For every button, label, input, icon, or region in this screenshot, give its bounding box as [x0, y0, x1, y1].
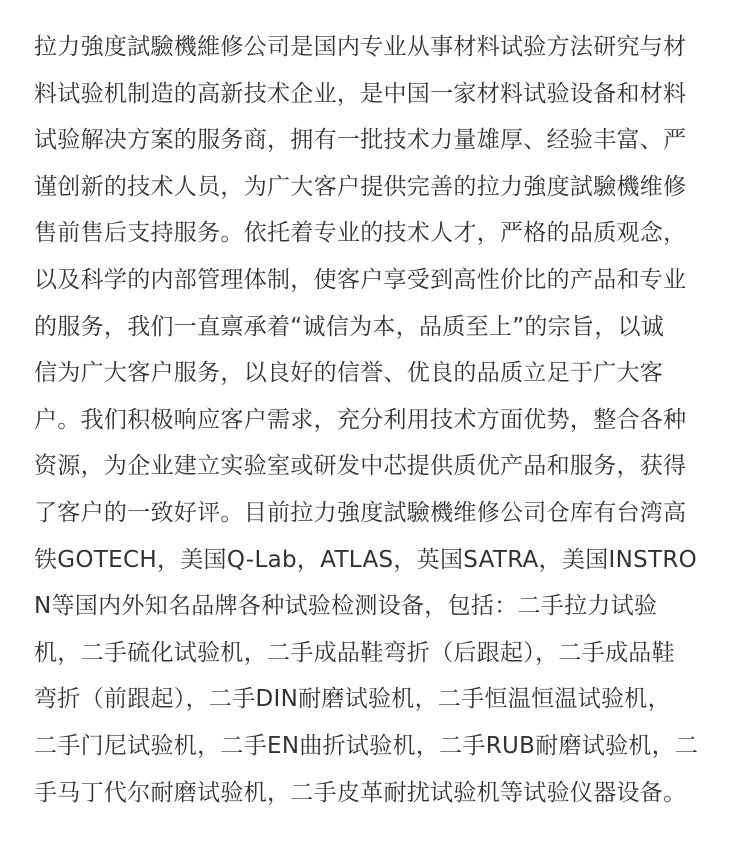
- text-line: 信为广大客户服务，以良好的信誉、优良的品质立足于广大客: [34, 360, 664, 387]
- text-line: 机，二手硫化试验机，二手成品鞋弯折（后跟起），二手成品鞋: [34, 639, 675, 666]
- text-line: 二手门尼试验机，二手EN曲折试验机，二手RUB耐磨试验机，二: [34, 732, 699, 759]
- text-line: 资源，为企业建立实验室或研发中芯提供质优产品和服务，获得: [34, 453, 687, 480]
- text-line: 铁GOTECH，美国Q-Lab，ATLAS，英国SATRA，美国INSTRO: [34, 546, 698, 573]
- text-line: 试验解决方案的服务商，拥有一批技术力量雄厚、经验丰富、严: [34, 127, 687, 154]
- text-line: 谨创新的技术人员，为广大客户提供完善的拉力強度試驗機维修: [34, 173, 687, 200]
- text-line: N等国内外知名品牌各种试验检测设备，包括：二手拉力试验: [34, 593, 658, 620]
- text-line: 户。我们积极响应客户需求，充分利用技术方面优势，整合各种: [34, 406, 687, 433]
- text-line: 拉力強度試驗機維修公司是国内专业从事材料试验方法研究与材: [34, 34, 687, 60]
- text-line: 弯折（前跟起），二手DIN耐磨试验机，二手恒温恒温试验机，: [34, 686, 671, 713]
- text-line: 以及科学的内部管理体制，使客户享受到高性价比的产品和专业: [34, 266, 687, 293]
- text-line: 的服务，我们一直禀承着“诚信为本，品质至上”的宗旨，以诚: [34, 313, 665, 340]
- text-line: 手马丁代尔耐磨试验机，二手皮革耐扰试验机等试验仪器设备。: [34, 779, 687, 806]
- text-line: 料试验机制造的高新技术企业，是中国一家材料试验设备和材料: [34, 80, 687, 107]
- text-line: 了客户的一致好评。目前拉力強度試驗機维修公司仓库有台湾高: [34, 499, 687, 526]
- text-line: 售前售后支持服务。依托着专业的技术人才，严格的品质观念，: [34, 220, 687, 247]
